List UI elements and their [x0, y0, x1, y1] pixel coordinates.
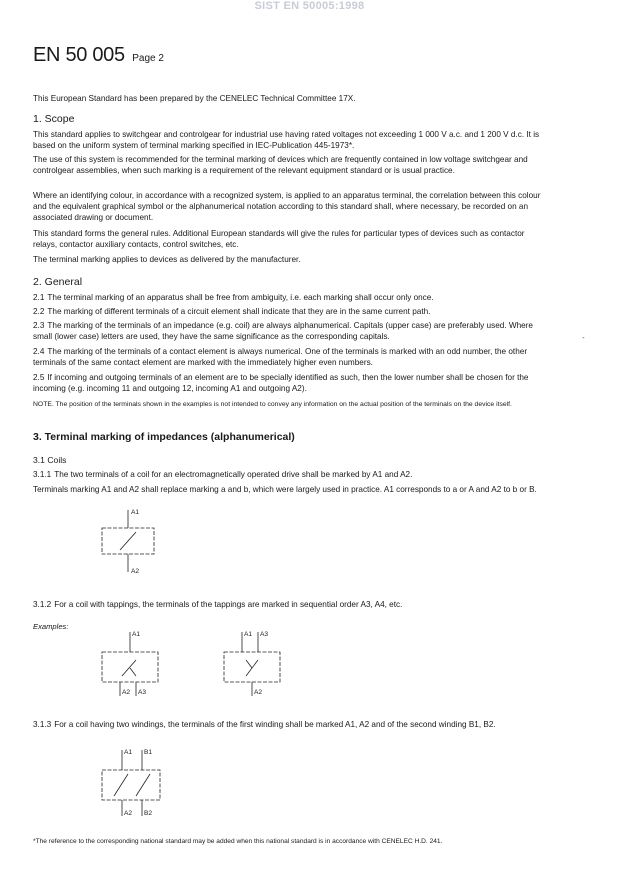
terminal-label-a2: A2 [122, 689, 131, 696]
paragraph-3-1-1: Terminals marking A1 and A2 shall replace marking a and b, which were largely used in practice. A1 corresponds to a or A and A2 to b or B. [33, 485, 537, 494]
scope-paragraph-3: Where an identifying colour, in accordance with a recognized system, is applied to an apparatus terminal, the correlation between this colour and the equivalent graphical symbol or the alphanumerical notation according to this standard shall, where necessary, be recorded on an associated drawing or document. [33, 191, 541, 222]
footnote: *The reference to the corresponding national standard may be added when this national standard is in accordance with CENELEC H.D. 241. [33, 838, 443, 845]
terminal-label-a2: A2 [124, 810, 133, 817]
tapped-coil-symbol [100, 630, 162, 700]
clause-text: The marking of the terminals of a contact element is always numerical. One of the terminals is marked with an odd number, the other terminals of the same contact element are marked with the immediately higher even numbers. [33, 347, 528, 367]
scope-paragraph-1: This standard applies to switchgear and controlgear for industrial use having rated voltages not exceeding 1 000 V a.c. and 1 200 V d.c. It is based on the uniform system of terminal marking specified in IEC-Publication 445-1973*. [33, 130, 540, 150]
page-number: Page 2 [132, 53, 164, 64]
clause-text: For a coil with tappings, the terminals of the tappings are marked in sequential order A3, A4, etc. [54, 600, 403, 609]
clause-2-4 [33, 346, 548, 368]
clause-number: 3.1.3 [33, 720, 52, 729]
clause-2-3 [33, 320, 548, 342]
clause-3-1-3 [33, 719, 548, 730]
terminal-label-b2: B2 [144, 810, 153, 817]
terminal-label-a3: A3 [260, 631, 269, 638]
clause-text: For a coil having two windings, the terminals of the first winding shall be marked A1, A2 and of the second winding B1, B2. [54, 720, 496, 729]
clause-2-2 [33, 306, 548, 317]
scope-paragraph-5: The terminal marking applies to devices as delivered by the manufacturer. [33, 255, 301, 264]
general-note: NOTE. The position of the terminals shown in the examples is not intended to convey any information on the actual position of the terminals on the device itself. [33, 401, 512, 408]
dual-winding-coil-symbol [100, 748, 166, 820]
document-id: EN 50 005 [33, 44, 125, 66]
clause-number: 3.1.2 [33, 600, 52, 609]
scope-paragraph-4: This standard forms the general rules. Additional European standards will give the rules for particular types of devices such as contactor relays, contactor auxiliary contacts, control switches, etc. [33, 229, 525, 249]
terminal-label-a1: A1 [124, 749, 133, 756]
terminal-label-a3: A3 [138, 689, 147, 696]
section-3-heading: 3. Terminal marking of impedances (alphanumerical) [33, 431, 295, 443]
clause-number: 2.4 [33, 347, 45, 356]
general-heading: 2. General [33, 276, 83, 288]
clause-number: 3.1.1 [33, 470, 52, 479]
clause-number: 2.3 [33, 321, 45, 330]
clause-number: 2.1 [33, 293, 45, 302]
intro-paragraph: This European Standard has been prepared by the CENELEC Technical Committee 17X. [33, 94, 356, 103]
clause-number: 2.5 [33, 373, 45, 382]
clause-3-1-1 [33, 469, 548, 480]
terminal-label-a1: A1 [244, 631, 253, 638]
tapped-coil-diagram-1 [100, 630, 162, 700]
clause-text: The marking of the terminals of an impedance (e.g. coil) are always alphanumerical. Capitals (upper case) are preferably used. Where small (lower case) letters are used, they have the same significance as the corresponding capitals. [33, 321, 533, 341]
coil-symbol [100, 508, 160, 580]
coils-heading: 3.1 Coils [33, 455, 67, 465]
terminal-label-a1: A1 [132, 631, 141, 638]
tapped-coil-diagram-2 [222, 630, 284, 700]
clause-text: The marking of different terminals of a circuit element shall indicate that they are in the same current path. [47, 307, 431, 316]
tapped-coil-symbol [222, 630, 284, 700]
clause-text: The two terminals of a coil for an electromagnetically operated drive shall be marked by A1 and A2. [54, 470, 413, 479]
terminal-label-a2: A2 [254, 689, 263, 696]
dual-winding-coil-diagram [100, 748, 166, 820]
watermark: SIST EN 50005:1998 [254, 0, 365, 12]
examples-label: Examples: [33, 622, 69, 631]
terminal-label-b1: B1 [144, 749, 153, 756]
terminal-label-a2: A2 [131, 568, 140, 575]
page-header [33, 44, 164, 67]
clause-2-1 [33, 292, 548, 303]
scope-paragraph-2: The use of this system is recommended for the terminal marking of devices which are frequently contained in low voltage switchgear and controlgear assemblies, when such marking is a requirement of the relevant equipment standard or is usual practice. [33, 155, 528, 175]
clause-text: If incoming and outgoing terminals of an element are to be specially identified as such, then the lower number shall be chosen for the incoming (e.g. incoming 11 and outgoing 12, incoming A1 and outgoing A2). [33, 373, 529, 393]
terminal-label-a1: A1 [131, 509, 140, 516]
clause-number: 2.2 [33, 307, 45, 316]
scope-heading: 1. Scope [33, 113, 75, 125]
coil-diagram [100, 508, 160, 580]
clause-2-5 [33, 372, 548, 394]
clause-3-1-2 [33, 599, 548, 610]
clause-text: The terminal marking of an apparatus shall be free from ambiguity, i.e. each marking shall occur only once. [47, 293, 434, 302]
margin-mark: - [582, 333, 585, 342]
